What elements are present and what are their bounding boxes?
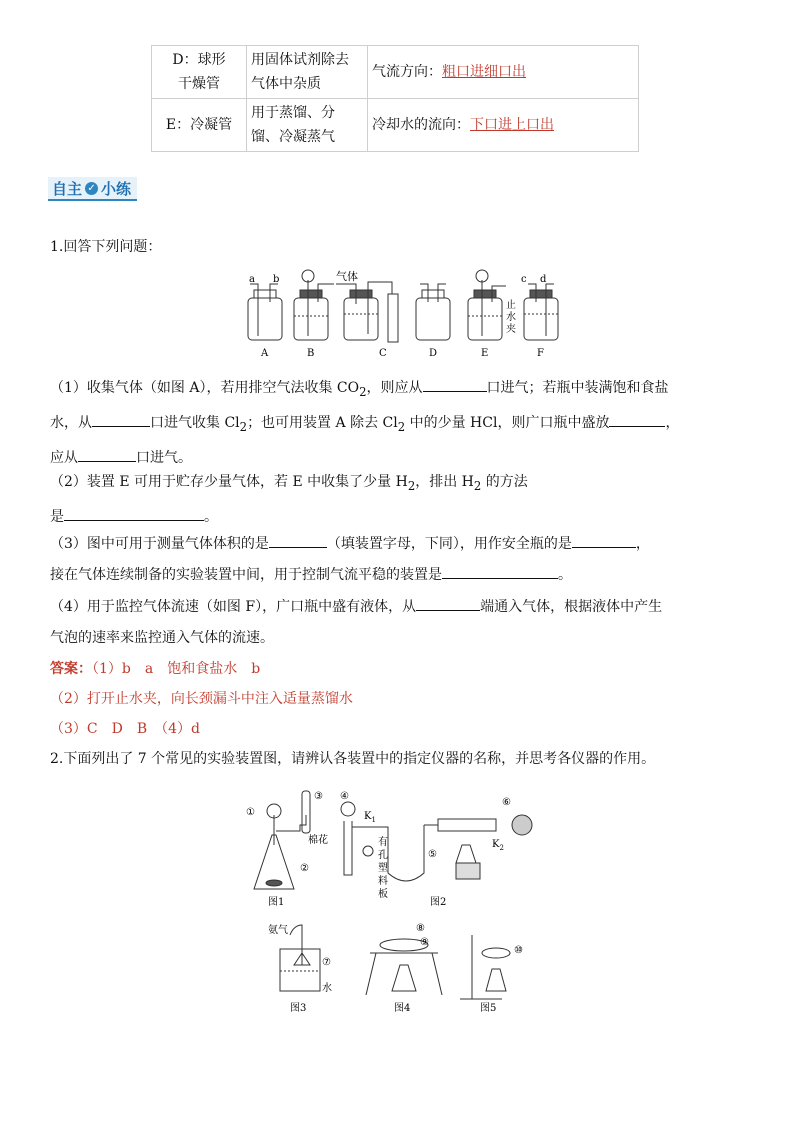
instrument-use-line: 气体中杂质	[251, 76, 321, 92]
condenser-tube	[424, 819, 496, 831]
plate-label-3: 塑	[378, 863, 388, 874]
u-tube	[352, 825, 424, 881]
ammonia-tube	[290, 925, 302, 965]
answer-blank[interactable]	[269, 533, 327, 548]
instrument-name-line: E：冷凝管	[165, 117, 233, 133]
block	[456, 863, 480, 879]
k2-label: $K_2$	[492, 839, 504, 852]
instrument-note-cell	[368, 46, 639, 99]
fig-label-f: F	[537, 348, 544, 359]
stopper-e	[474, 290, 496, 298]
apparatus-figure	[240, 785, 550, 1025]
port-label-a: a	[249, 274, 255, 285]
text-run: 口进气收集 Cl	[150, 414, 240, 431]
instrument-use-line: 用固体试剂除去	[251, 52, 349, 68]
label-6: ⑥	[502, 797, 511, 808]
clamp-label-1: 止	[506, 300, 516, 311]
text-run: 中的少量 HCl，则广口瓶中盛放	[405, 414, 610, 431]
bulb-6	[512, 815, 532, 835]
subscript: 2	[359, 384, 367, 399]
stopper-a	[254, 290, 276, 298]
bottle-a	[248, 298, 282, 340]
fig1-label: 图1	[268, 897, 285, 908]
short-tube-b	[270, 284, 278, 302]
note-answer: 下口进上口出	[470, 117, 554, 133]
text-run: 气泡的速率来监控通入气体的流速。	[50, 630, 274, 646]
answer-blank[interactable]	[64, 506, 204, 521]
instrument-use-cell	[247, 46, 368, 99]
label-4: ④	[340, 791, 349, 802]
text-run: ，则应从	[366, 380, 423, 396]
apparatus-table	[151, 45, 639, 152]
fig3-label: 图3	[290, 1003, 307, 1014]
crucible	[482, 948, 510, 958]
text-run: ；也可用装置 A 除去 Cl	[247, 414, 398, 431]
bottle-b	[294, 298, 328, 340]
instrument-name-cell	[152, 99, 247, 152]
instrument-use-cell	[247, 99, 368, 152]
stopper-c	[350, 290, 372, 298]
section-badge	[48, 177, 137, 201]
gas-bottles-figure	[240, 268, 560, 362]
note-prefix: 气流方向：	[372, 64, 442, 80]
port-label-d: d	[540, 274, 547, 285]
stand	[460, 935, 502, 999]
gas-label: 气体	[336, 270, 358, 283]
stopper-f	[530, 290, 552, 298]
plate-label-5: 板	[378, 889, 388, 900]
subscript: 2	[407, 478, 416, 493]
clamp-label-3: 夹	[506, 324, 516, 335]
drying-tube	[302, 791, 310, 833]
text-run: （2）装置 E 可用于贮存少量气体，若 E 中收集了少量 H	[50, 474, 408, 490]
answer-line-2: （2）打开止水夹，向长颈漏斗中注入适量蒸馏水	[50, 691, 353, 707]
label-1: ①	[246, 807, 255, 818]
cotton-label: 棉花	[308, 835, 328, 846]
answer-text: （1）b a 饱和食盐水 b	[92, 661, 261, 677]
answer-line-1	[50, 654, 750, 684]
text-run: 水，从	[50, 414, 92, 431]
stopper-d	[422, 290, 444, 298]
question-1-part-2	[50, 467, 750, 533]
fig-label-b: B	[307, 348, 315, 359]
burner	[456, 845, 476, 863]
tube-d1	[420, 284, 428, 302]
answer-blank[interactable]	[572, 533, 636, 548]
answer-blank[interactable]	[609, 412, 665, 427]
text-run: 端通入气体，根据液体中产生	[480, 599, 663, 615]
answer-blank[interactable]	[78, 447, 136, 462]
instrument-note-cell	[368, 99, 639, 152]
text-run: 口进气；若瓶中装满饱和食盐	[486, 380, 669, 396]
text-run: 口进气。	[136, 449, 192, 466]
test-tube	[344, 821, 352, 875]
k1-label: $K_1$	[364, 811, 376, 824]
bottle-d	[416, 298, 450, 340]
question-2-title: 2.下面列出了 7 个常见的实验装置图，请辨认各装置中的指定仪器的名称，并思考各仪器的作用。	[50, 751, 656, 767]
fig5-label: 图5	[480, 1003, 497, 1014]
label-5: ⑤	[428, 849, 437, 860]
bottle-f	[524, 298, 558, 340]
plate-label-2: 孔	[378, 850, 388, 861]
answer-blank[interactable]	[416, 596, 480, 611]
fig-label-d: D	[429, 348, 438, 359]
text-run: 的方法	[481, 474, 528, 490]
text-run: 。	[558, 567, 572, 583]
text-run: （填装置字母，下同），用作安全瓶的是	[326, 536, 572, 552]
answer-blank[interactable]	[442, 564, 558, 579]
text-run: 应从	[50, 449, 78, 466]
text-run: （1）收集气体（如图 A），若用排空气法收集 CO	[50, 380, 360, 396]
check-icon: ✓	[85, 182, 98, 195]
text-run: 是	[50, 508, 64, 525]
plate-label-4: 料	[378, 876, 388, 887]
text-run: ，	[665, 414, 680, 431]
answer-line-3: （3）C D B （4）d	[50, 721, 201, 737]
instrument-use-line: 馏、冷凝蒸气	[251, 129, 335, 145]
port-label-c: c	[521, 274, 527, 285]
text-run: ，	[635, 536, 650, 552]
answer-label: 答案：	[50, 661, 92, 677]
table-row	[152, 46, 639, 99]
cylinder-c	[388, 294, 398, 342]
answer-blank[interactable]	[423, 377, 487, 392]
question-1-part-1	[50, 373, 750, 474]
clamp-label-2: 水	[506, 312, 516, 323]
plate-label-1: 有	[378, 837, 388, 848]
tube-d2	[438, 284, 446, 302]
water-label: 水	[322, 983, 332, 994]
text-run: 接在气体连续制备的实验装置中间，用于控制气流平稳的装置是	[50, 567, 442, 583]
question-1-part-3	[50, 529, 750, 591]
text-run: （3）图中可用于测量气体体积的是	[50, 536, 269, 552]
subscript: 2	[473, 478, 482, 493]
fig4-label: 图4	[394, 1003, 411, 1014]
text-run: ，排出 H	[415, 474, 474, 490]
label-8: ⑧	[416, 923, 425, 934]
fig2-label: 图2	[430, 897, 447, 908]
section-title-a: 自主	[52, 179, 83, 198]
port-label-b: b	[273, 274, 280, 285]
fig-label-a: A	[261, 348, 269, 359]
question-1-title: 1.回答下列问题：	[50, 239, 162, 255]
clamp-circle	[363, 846, 373, 856]
fig-label-c: C	[379, 348, 387, 359]
instrument-name-line: D：球形	[172, 52, 226, 68]
bottle-c	[344, 298, 378, 340]
subscript: 2	[239, 419, 248, 434]
question-1-part-4	[50, 592, 750, 654]
tripod	[366, 953, 442, 995]
lamp-4	[392, 965, 416, 991]
section-title-b: 小练	[101, 179, 132, 198]
label-10: ⑩	[514, 945, 523, 956]
ammonia-label: 氨气	[268, 925, 288, 936]
stopper-b	[300, 290, 322, 298]
table-row	[152, 99, 639, 152]
answer-blank[interactable]	[92, 412, 150, 427]
section-title	[48, 177, 137, 201]
funnel-4	[341, 802, 355, 816]
note-prefix: 冷却水的流向：	[372, 117, 470, 133]
solid-reagent	[266, 880, 282, 886]
text-run: 。	[204, 508, 218, 525]
note-answer: 粗口进细口出	[442, 64, 526, 80]
text-run: （4）用于监控气体流速（如图 F），广口瓶中盛有液体，从	[50, 599, 417, 615]
label-7: ⑦	[322, 957, 331, 968]
label-3: ③	[314, 791, 323, 802]
subscript: 2	[397, 419, 406, 434]
lamp-5	[486, 969, 506, 991]
fig-label-e: E	[481, 348, 489, 359]
label-2: ②	[300, 863, 309, 874]
instrument-name-cell	[152, 46, 247, 99]
answer-block	[50, 654, 750, 744]
instrument-use-line: 用于蒸馏、分	[251, 105, 335, 121]
bottle-e	[468, 298, 502, 340]
label-9: ⑨	[420, 937, 429, 948]
instrument-name-line: 干燥管	[178, 76, 220, 92]
